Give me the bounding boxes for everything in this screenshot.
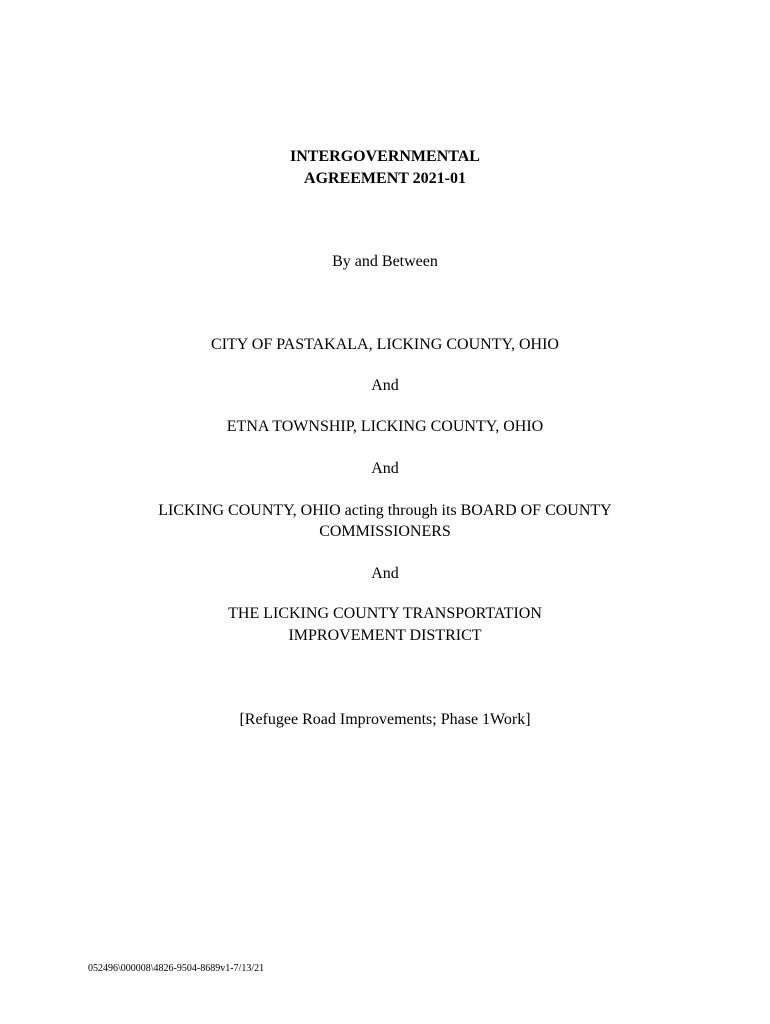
and-separator-2: And [371, 460, 399, 477]
and-separator-3: And [371, 565, 399, 582]
party-city-of-pastakala: CITY OF PASTAKALA, LICKING COUNTY, OHIO [211, 336, 559, 353]
party-licking-county-line-1: LICKING COUNTY, OHIO acting through its BOARD OF COUNTY [158, 502, 612, 519]
party-licking-county-line-2: COMMISSIONERS [319, 523, 451, 540]
and-separator-1: And [371, 377, 399, 394]
party-tid-line-1: THE LICKING COUNTY TRANSPORTATION [228, 605, 542, 622]
title-line-2: AGREEMENT 2021-01 [304, 170, 466, 187]
project-description: [Refugee Road Improvements; Phase 1Work] [239, 711, 531, 728]
by-and-between: By and Between [332, 253, 438, 270]
party-tid-line-2: IMPROVEMENT DISTRICT [288, 627, 482, 644]
party-etna-township: ETNA TOWNSHIP, LICKING COUNTY, OHIO [226, 418, 544, 435]
document-footer-id: 052496\000008\4826-9504-8689v1-7/13/21 [88, 963, 265, 974]
title-line-1: INTERGOVERNMENTAL [290, 148, 480, 165]
